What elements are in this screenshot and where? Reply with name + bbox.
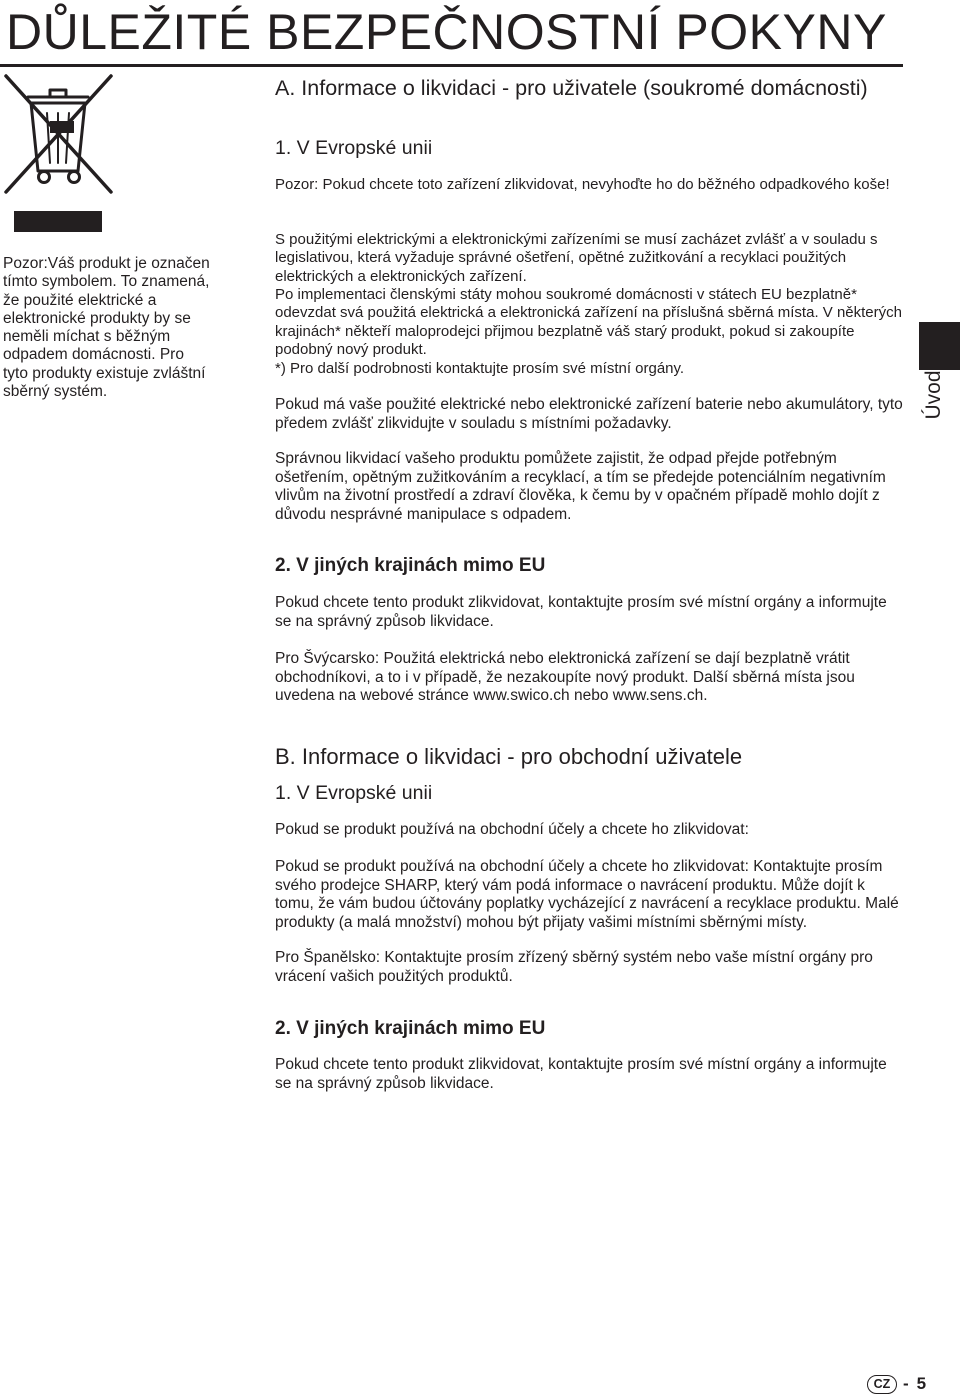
section-b-non-eu-paragraph: Pokud chcete tento produkt zlikvidovat, kontaktujte prosím své místní orgány a informujte se na správný způsob likvidace. [275, 1056, 887, 1092]
crossed-out-wheelie-bin-icon [0, 71, 118, 197]
section-a-eu-paragraph: S použitými elektrickými a elektronickými zařízeními se musí zacházet zvlášť a v souladu s legislativou, která vyžaduje správné ošetření, opětné zužitkování a recyklaci použitých elektrických a elektronických zařízení. [275, 231, 878, 285]
page-number: 5 [916, 1374, 927, 1393]
section-a-non-eu-paragraph: Pro Švýcarsko: Použitá elektrická nebo elektronická zařízení se dají bezplatně vrátit obchodníkovi, a to i v případě, že nezakoupíte nový produkt. Další sběrná místa jsou uvedena na webové stránce www.swico.ch nebo www.sens.ch. [275, 650, 855, 704]
section-b-eu-heading: 1. V Evropské unii [275, 782, 433, 804]
page-title: DŮLEŽITÉ BEZPEČNOSTNÍ POKYNY [6, 4, 887, 60]
section-b-non-eu-heading: 2. V jiných krajinách mimo EU [275, 1018, 546, 1039]
section-b-eu-paragraph: Pokud se produkt používá na obchodní účely a chcete ho zlikvidovat: [275, 821, 749, 838]
symbol-explanation: Pozor:Váš produkt je označen tímto symbolem. To znamená, že použité elektrické a elektronické produkty by se neměli míchat s běžným odpadem domácnosti. Pro tyto produkty existuje zvláštní sběrný systém. [3, 255, 210, 401]
separate-collection-bar [14, 211, 102, 232]
section-a-heading: A. Informace o likvidaci - pro uživatele (soukromé domácnosti) [275, 76, 868, 100]
section-a-eu-heading: 1. V Evropské unii [275, 137, 433, 159]
section-a-eu-paragraph: Pokud má vaše použité elektrické nebo elektronické zařízení baterie nebo akumulátory, tyto předem zvlášť zlikvidujte v souladu s místními požadavky. [275, 396, 903, 432]
section-a-eu-paragraph: Správnou likvidací vašeho produktu pomůžete zajistit, že odpad přejde potřebným ošetřením, opětným zužitkováním a recyklací, a tím se předejde potenciálním negativním vlivům na životní prostředí a zdraví člověka, k čemu by v opačném případě mohlo dojít z důvodu nesprávné manipulace s odpadem. [275, 450, 886, 523]
page-footer [867, 1372, 926, 1396]
section-b-eu-paragraph: Pro Španělsko: Kontaktujte prosím zřízený sběrný systém nebo vaše místní orgány pro vrácení vašich použitých produktů. [275, 949, 873, 985]
language-badge: CZ [867, 1375, 897, 1394]
section-a-eu-footnote: *) Pro další podrobnosti kontaktujte prosím své místní orgány. [275, 360, 685, 377]
section-b-heading: B. Informace o likvidaci - pro obchodní uživatele [275, 744, 743, 769]
section-a-eu-paragraph: Pozor: Pokud chcete toto zařízení zlikvidovat, nevyhoďte ho do běžného odpadkového koše! [275, 176, 890, 193]
section-a-non-eu-heading: 2. V jiných krajinách mimo EU [275, 555, 546, 576]
page-separator: - [903, 1374, 909, 1393]
section-b-eu-paragraph: Pokud se produkt používá na obchodní účely a chcete ho zlikvidovat: Kontaktujte prosím svého prodejce SHARP, který vám podá informace o navrácení produktu. Může dojít k tomu, že vám budou účtovány poplatky vycházející z navrácení a recyklace produktu. Malé produkty (a malá množství) mohou být přijaty vašimi místními sběrnými místy. [275, 858, 899, 931]
section-a-non-eu-paragraph: Pokud chcete tento produkt zlikvidovat, kontaktujte prosím své místní orgány a informujte se na správný způsob likvidace. [275, 594, 887, 630]
title-rule [0, 64, 903, 67]
section-tab-marker [919, 322, 960, 370]
section-a-eu-paragraph: Po implementaci členskými státy mohou soukromé domácnosti v státech EU bezplatně* odevzdat svá použitá elektrická a elektronická zařízení na příslušná sběrná místa. V některých krajinách* někteří maloprodejci přijmou bezplatně váš starý produkt, pokud si zakoupíte podobný nový produkt. [275, 286, 902, 358]
section-tab-label: Úvod [922, 370, 945, 420]
